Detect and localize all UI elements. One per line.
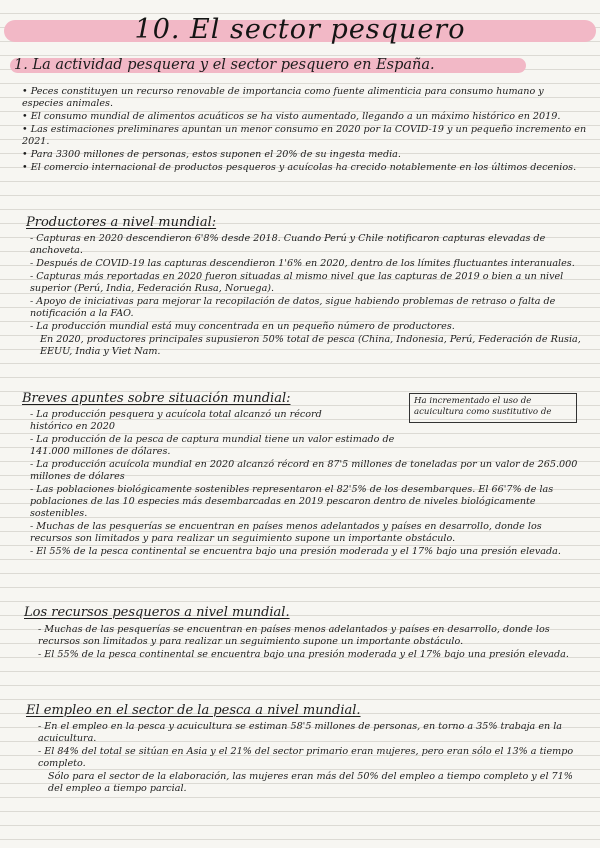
side-note: Ha incrementado el uso de acuicultura como sustitutivo de — [409, 393, 577, 423]
list-item: - El 55% de la pesca continental se encuentra bajo una presión moderada y el 17% bajo una presión elevada. — [30, 546, 561, 557]
list-item: - La producción de la pesca de captura mundial tiene un valor estimado de 141.000 millones de dólares. — [30, 434, 395, 457]
section-title: 1. La actividad pesquera y el sector pesquero en España. — [14, 57, 435, 73]
productores-closing: En 2020, productores principales supusieron 50% total de pesca (China, Indonesia, Perú, Federación de Rusia, EEUU, India y Viet Nam. — [40, 334, 581, 357]
list-item: • Para 3300 millones de personas, estos suponen el 20% de su ingesta media. — [22, 149, 401, 160]
productores-list — [30, 233, 586, 359]
list-item: • El consumo mundial de alimentos acuáticos se ha visto aumentado, llegando a un máximo histórico en 2019. — [22, 111, 561, 122]
list-item: - La producción acuícola mundial en 2020 alcanzó récord en 87'5 millones de toneladas por un valor de 265.000 millones de dólares — [30, 459, 578, 482]
empleo-heading: El empleo en el sector de la pesca a nivel mundial. — [26, 703, 361, 718]
list-item: - Muchas de las pesquerías se encuentran en países menos adelantados y países en desarrollo, donde los recursos son limitados y para realizar un seguimiento supone un importante obstáculo. — [30, 521, 542, 544]
list-item: - Las poblaciones biológicamente sostenibles representaron el 82'5% de los desembarques. El 66'7% de las poblaciones de las 10 especies más desembarcadas en 2019 pescaron dentro de niveles biológicamente sostenibles. — [30, 484, 554, 519]
list-item: - Después de COVID-19 las capturas descendieron 1'6% en 2020, dentro de los límites fluctuantes interanuales. — [30, 258, 575, 269]
list-item: - El 84% del total se sitúan en Asia y el 21% del sector primario eran mujeres, pero eran sólo el 13% a tiempo completo. — [38, 746, 574, 769]
list-item: - En el empleo en la pesca y acuicultura se estiman 58'5 millones de personas, en torno a 35% trabaja en la acuicultura. — [38, 721, 563, 744]
list-item: • Las estimaciones preliminares apuntan un menor consumo en 2020 por la COVID-19 y un pequeño incremento en 2021. — [22, 124, 587, 147]
recursos-list — [38, 624, 582, 662]
breves-list — [30, 409, 580, 559]
productores-heading: Productores a nivel mundial: — [26, 215, 217, 230]
list-item: - Apoyo de iniciativas para mejorar la recopilación de datos, sigue habiendo problemas de retraso o falta de notificación a la FAO. — [30, 296, 556, 319]
list-item: - La producción mundial está muy concentrada en un pequeño número de productores. — [30, 321, 455, 332]
breves-heading: Breves apuntes sobre situación mundial: — [22, 391, 291, 406]
list-item: • Peces constituyen un recurso renovable de importancia como fuente alimenticia para consumo humano y especies animales. — [22, 86, 544, 109]
empleo-list — [38, 721, 582, 796]
list-item: - Capturas más reportadas en 2020 fueron situadas al mismo nivel que las capturas de 2019 o bien a un nivel superior (Perú, India, Federación Rusa, Noruega). — [30, 271, 564, 294]
page-title: 10. El sector pesquero — [134, 14, 466, 45]
list-item: - El 55% de la pesca continental se encuentra bajo una presión moderada y el 17% bajo una presión elevada. — [38, 649, 569, 660]
list-item: - Muchas de las pesquerías se encuentran en países menos adelantados y países en desarrollo, donde los recursos son limitados y para realizar un seguimiento supone un importante obstáculo. — [38, 624, 550, 647]
list-item: - La producción pesquera y acuícola total alcanzó un récord histórico en 2020 — [30, 409, 322, 432]
recursos-heading: Los recursos pesqueros a nivel mundial. — [24, 605, 290, 620]
empleo-closing: Sólo para el sector de la elaboración, las mujeres eran más del 50% del empleo a tiempo completo y el 71% del empleo a tiempo parcial. — [48, 771, 573, 794]
list-item: • El comercio internacional de productos pesqueros y acuícolas ha crecido notablemente en los últimos decenios. — [22, 162, 577, 173]
list-item: - Capturas en 2020 descendieron 6'8% desde 2018. Cuando Perú y Chile notificaron capturas elevadas de anchoveta. — [30, 233, 546, 256]
intro-list — [22, 86, 588, 175]
